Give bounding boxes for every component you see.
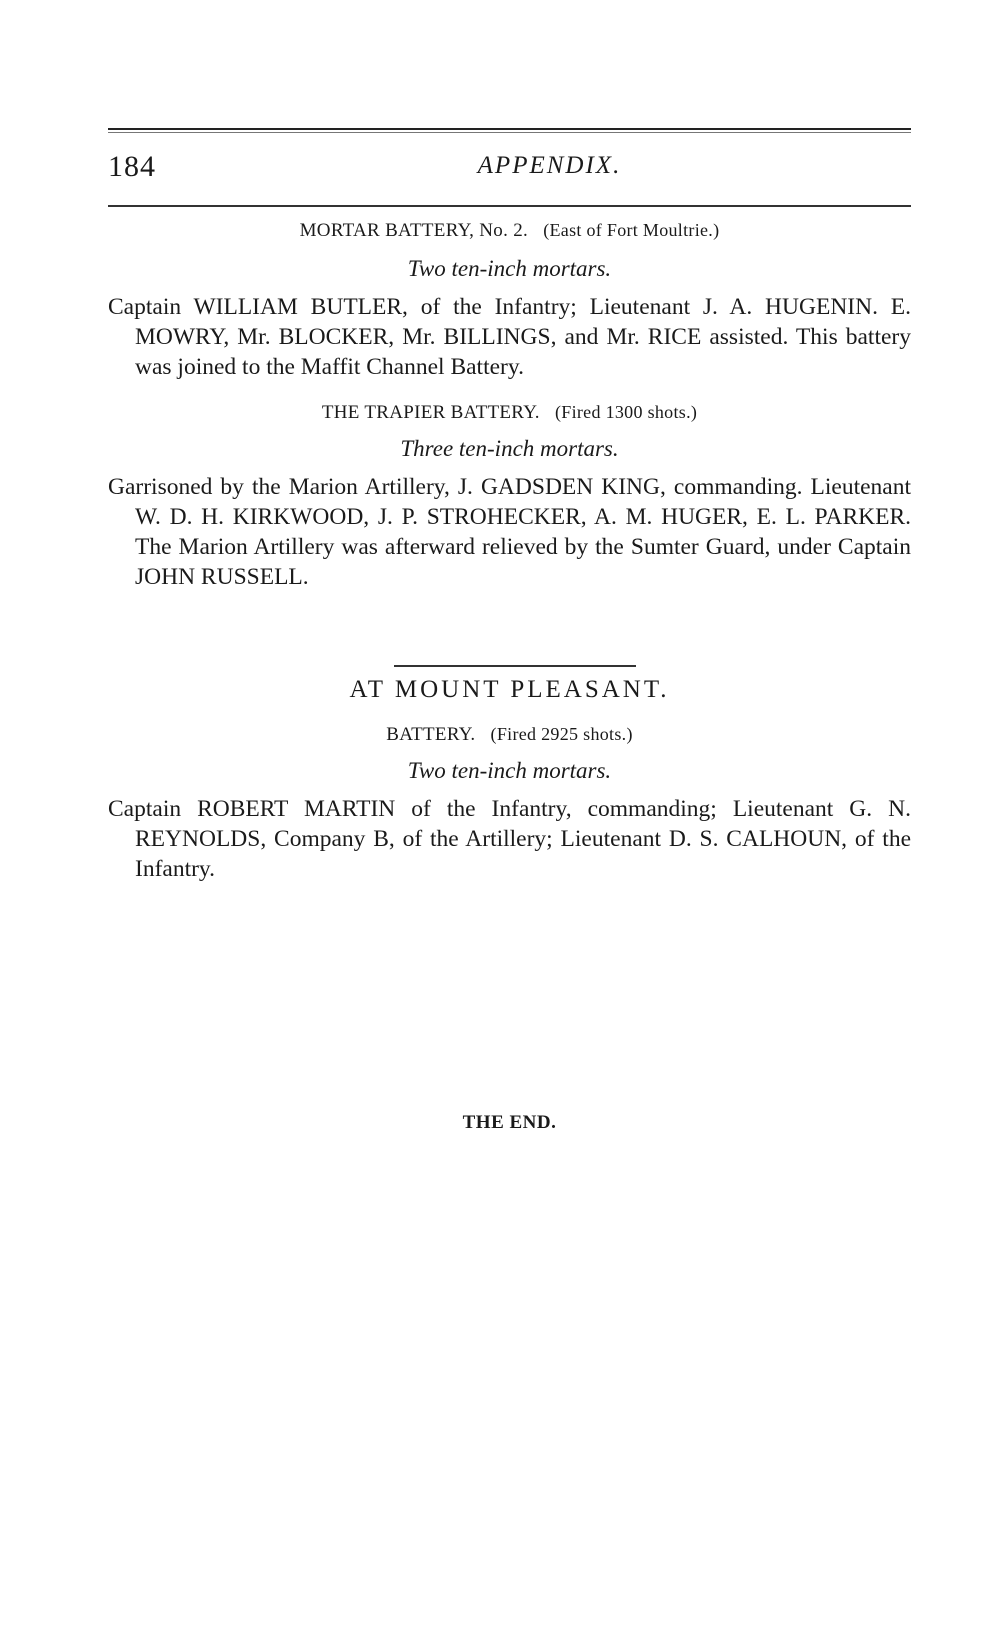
mount-pleasant-battery-note: (Fired 2925 shots.)	[490, 724, 633, 744]
mortar-battery-heading	[108, 220, 911, 242]
trapier-battery-heading	[108, 402, 911, 424]
page-header	[108, 150, 911, 190]
mount-pleasant-section	[108, 676, 911, 884]
closing-section	[108, 1112, 911, 1134]
mount-pleasant-paragraph: Captain ROBERT MARTIN of the Infantry, commanding; Lieutenant G. N. REYNOLDS, Company B, of the Artillery; Lieutenant D. S. CALHOUN, of the Infantry.	[108, 796, 911, 882]
trapier-battery-subheading: Three ten-inch mortars.	[400, 436, 619, 461]
trapier-battery-title: THE TRAPIER BATTERY.	[321, 402, 540, 423]
header-rule	[108, 205, 911, 207]
mortar-battery-subheading: Two ten-inch mortars.	[407, 256, 612, 281]
mortar-battery-title: MORTAR BATTERY, No. 2.	[299, 220, 529, 241]
page-number: 184	[108, 150, 156, 183]
mortar-battery-note: (East of Fort Moultrie.)	[543, 220, 720, 240]
top-rule	[108, 128, 911, 133]
mount-pleasant-title: AT MOUNT PLEASANT.	[349, 676, 670, 703]
mount-pleasant-battery-title: BATTERY.	[386, 724, 476, 745]
the-end: THE END.	[462, 1112, 557, 1133]
trapier-battery-paragraph: Garrisoned by the Marion Artillery, J. GADSDEN KING, commanding. Lieutenant W. D. H. KIRKWOOD, J. P. STROHECKER, A. M. HUGER, E. L. PARKER. The Marion Artillery was afterward relieved by the Sumter Guard, under Captain JOHN RUSSELL.	[108, 474, 911, 590]
mount-pleasant-subheading: Two ten-inch mortars.	[407, 758, 612, 783]
mortar-battery-paragraph: Captain WILLIAM BUTLER, of the Infantry; Lieutenant J. A. HUGENIN. E. MOWRY, Mr. BLOCKER, Mr. BILLINGS, and Mr. RICE assisted. This battery was joined to the Maffit Channel Battery.	[108, 294, 911, 380]
trapier-battery-section	[108, 402, 911, 592]
book-page	[108, 0, 911, 1652]
mount-pleasant-battery-heading	[108, 724, 911, 746]
trapier-battery-note: (Fired 1300 shots.)	[554, 402, 698, 422]
running-head: APPENDIX.	[477, 152, 622, 179]
section-divider	[394, 665, 636, 667]
mortar-battery-section	[108, 220, 911, 382]
